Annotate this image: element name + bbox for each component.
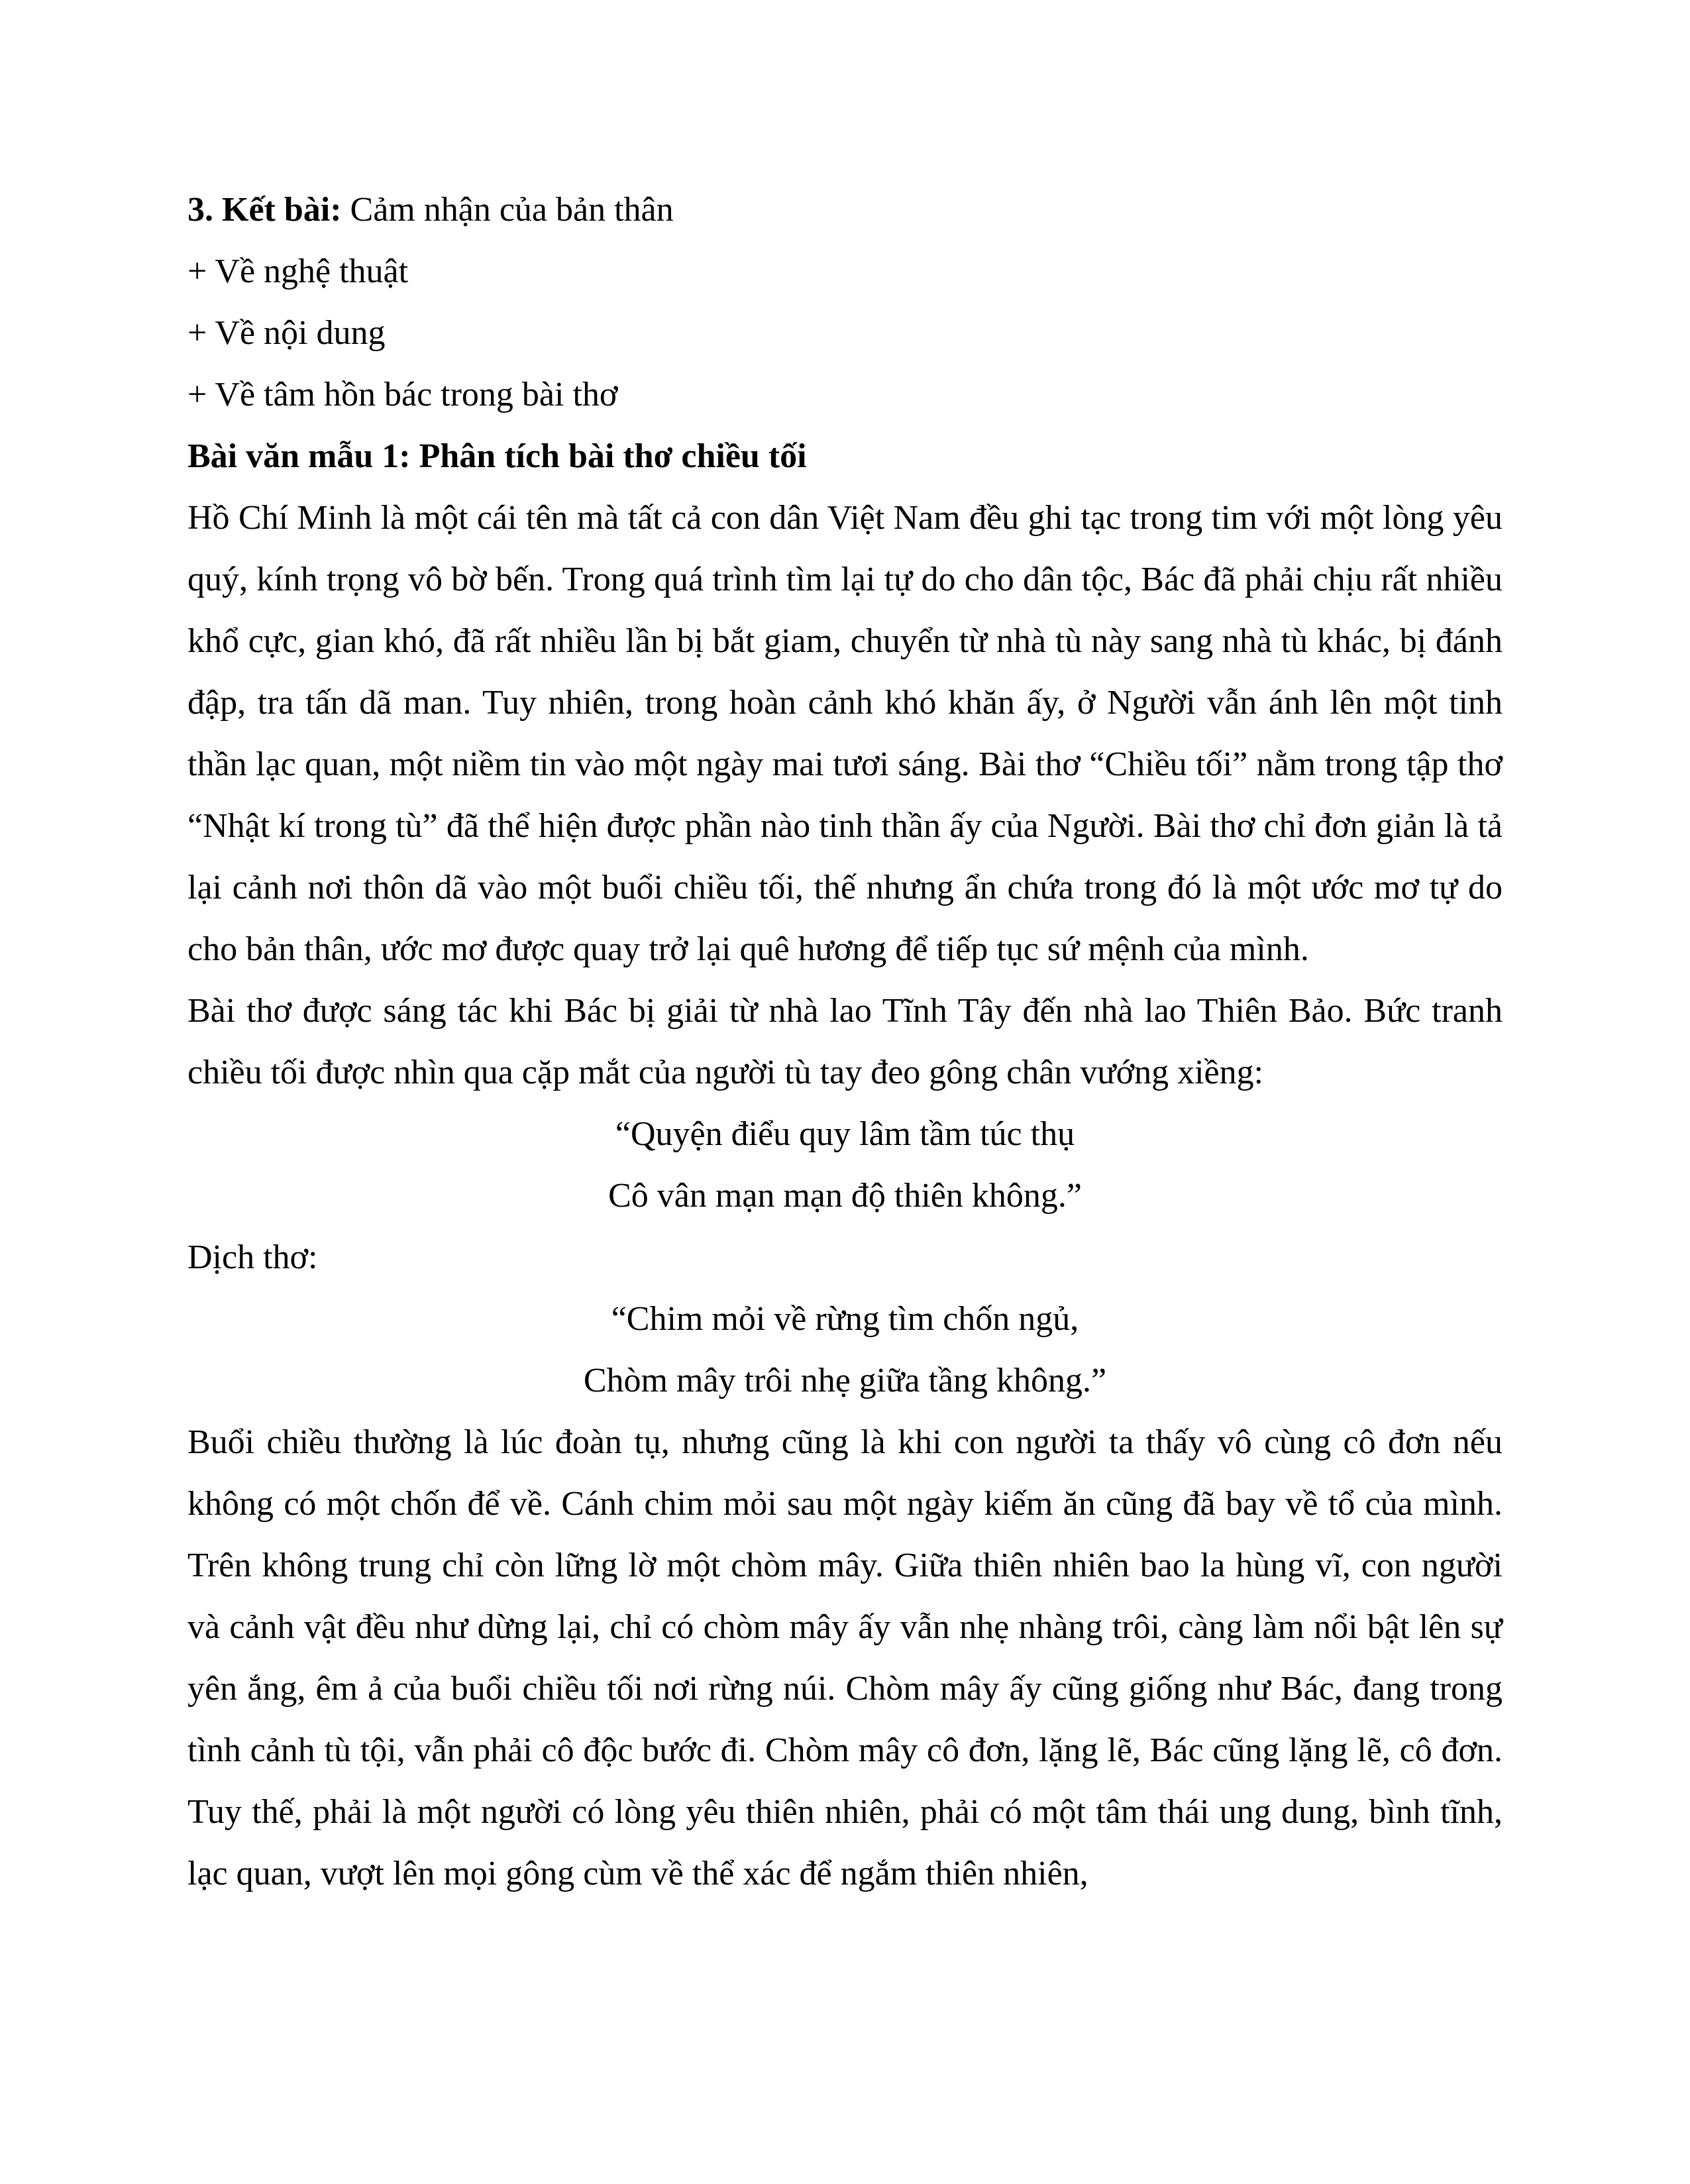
poem-original-line-2: Cô vân mạn mạn độ thiên không.” <box>608 1177 1082 1215</box>
essay-title: Bài văn mẫu 1: Phân tích bài thơ chiều tối <box>187 437 807 475</box>
essay-paragraph-1: Hồ Chí Minh là một cái tên mà tất cả con dân Việt Nam đều ghi tạc trong tim với một lòng yêu quý, kính trọng vô bờ bến. Trong quá trình tìm lại tự do cho dân tộc, Bác đã phải chịu rất nhiều khổ cực, gian khó, đã rất nhiều lần bị bắt giam, chuyển từ nhà tù này sang nhà tù khác, bị đánh đập, tra tấn dã man. Tuy nhiên, trong hoàn cảnh khó khăn ấy, ở Người vẫn ánh lên một tinh thần lạc quan, một niềm tin vào một ngày mai tươi sáng. Bài thơ “Chiều tối” nằm trong tập thơ “Nhật kí trong tù” đã thể hiện được phần nào tinh thần ấy của Người. Bài thơ chỉ đơn giản là tả lại cảnh nơi thôn dã vào một buổi chiều tối, thế nhưng ẩn chứa trong đó là một ước mơ tự do cho bản thân, ước mơ được quay trở lại quê hương để tiếp tục sứ mệnh của mình. <box>187 499 1503 968</box>
conclusion-heading <box>187 179 1503 241</box>
conclusion-item-soul: + Về tâm hồn bác trong bài thơ <box>187 376 618 413</box>
translation-label: Dịch thơ: <box>187 1238 318 1276</box>
essay-paragraph-3: Buổi chiều thường là lúc đoàn tụ, nhưng cũng là khi con người ta thấy vô cùng cô đơn nếu không có một chốn để về. Cánh chim mỏi sau một ngày kiếm ăn cũng đã bay về tổ của mình. Trên không trung chỉ còn lững lờ một chòm mây. Giữa thiên nhiên bao la hùng vĩ, con người và cảnh vật đều như dừng lại, chỉ có chòm mây ấy vẫn nhẹ nhàng trôi, càng làm nổi bật lên sự yên ắng, êm ả của buổi chiều tối nơi rừng núi. Chòm mây ấy cũng giống như Bác, đang trong tình cảnh tù tội, vẫn phải cô độc bước đi. Chòm mây cô đơn, lặng lẽ, Bác cũng lặng lẽ, cô đơn. Tuy thế, phải là một người có lòng yêu thiên nhiên, phải có một tâm thái ung dung, bình tĩnh, lạc quan, vượt lên mọi gông cùm về thể xác để ngắm thiên nhiên, <box>187 1423 1503 1892</box>
poem-original-line-1: “Quyện điểu quy lâm tầm túc thụ <box>615 1115 1075 1153</box>
conclusion-label: 3. Kết bài: <box>187 191 342 229</box>
essay-paragraph-2: Bài thơ được sáng tác khi Bác bị giải từ nhà lao Tĩnh Tây đến nhà lao Thiên Bảo. Bức tranh chiều tối được nhìn qua cặp mắt của người tù tay đeo gông chân vướng xiềng: <box>187 992 1503 1091</box>
conclusion-item-art: + Về nghệ thuật <box>187 252 409 290</box>
conclusion-text: Cảm nhận của bản thân <box>341 191 674 229</box>
poem-translation-line-2: Chòm mây trôi nhẹ giữa tầng không.” <box>583 1362 1107 1399</box>
poem-translation-line-1: “Chim mỏi về rừng tìm chốn ngủ, <box>611 1300 1079 1338</box>
conclusion-item-content: + Về nội dung <box>187 314 386 352</box>
document-page <box>187 179 1503 1904</box>
